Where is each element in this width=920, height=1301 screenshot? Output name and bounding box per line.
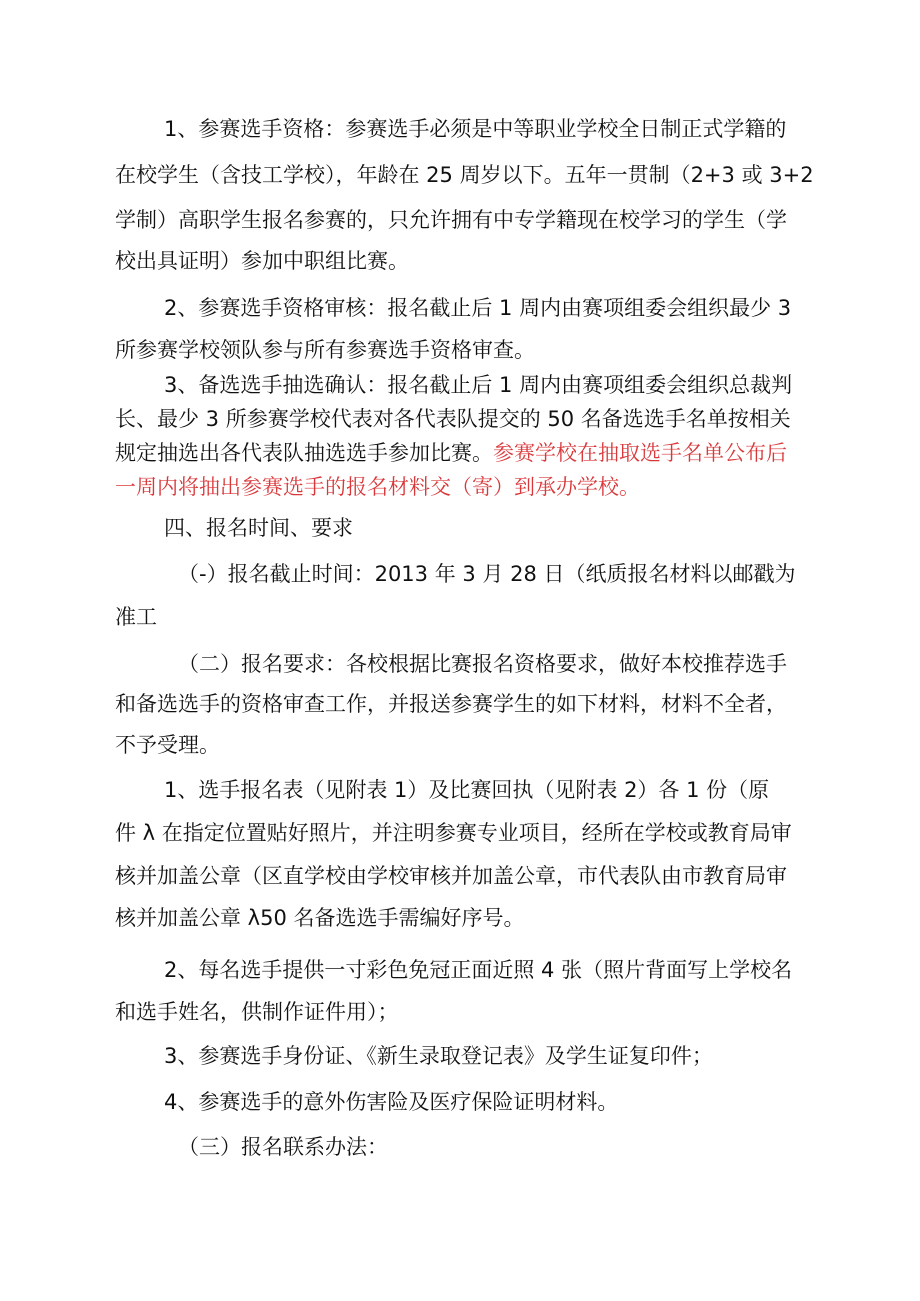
para-draw-line-3 (115, 438, 787, 468)
para-eligibility-line-2: 在校学生（含技工学校），年龄在 25 周岁以下。五年一贯制（2+3 或 3+2 (115, 163, 814, 187)
section-heading-4: 四、报名时间、要求 (164, 516, 353, 540)
para-review-line-2: 所参赛学校领队参与所有参赛选手资格审查。 (115, 338, 535, 362)
para-eligibility-line-1: 1、参赛选手资格：参赛选手必须是中等职业学校全日制正式学籍的 (164, 117, 787, 141)
contact-heading: （三）报名联系办法： (178, 1135, 388, 1159)
item-3: 3、参赛选手身份证、《新生录取登记表》及学生证复印件； (164, 1044, 713, 1068)
item-2-line-2: 和选手姓名，供制作证件用）； (115, 1000, 399, 1024)
requirements-line-1: （二）报名要求：各校根据比赛报名资格要求，做好本校推荐选手 (178, 652, 787, 676)
para-draw-line-3-text: 规定抽选出各代表队抽选选手参加比赛。 (115, 441, 493, 465)
item-4: 4、参赛选手的意外伤害险及医疗保险证明材料。 (164, 1090, 619, 1114)
para-eligibility-line-4: 校出具证明）参加中职组比赛。 (115, 249, 409, 273)
item-2-line-1: 2、每名选手提供一寸彩色免冠正面近照 4 张（照片背面写上学校名 (164, 958, 793, 982)
para-draw-line-2: 长、最少 3 所参赛学校代表对各代表队提交的 50 名备选选手名单按相关 (115, 407, 791, 431)
item-1-line-3: 核并加盖公章（区直学校由学校审核并加盖公章，市代表队由市教育局审 (115, 864, 787, 888)
item-1-line-4: 核并加盖公章 λ50 名备选选手需编好序号。 (115, 906, 525, 930)
para-review-line-1: 2、参赛选手资格审核：报名截止后 1 周内由赛项组委会组织最少 3 (164, 296, 792, 320)
highlight-red-text: 参赛学校在抽取选手名单公布后 (493, 441, 787, 465)
deadline-line-1: （-）报名截止时间：2013 年 3 月 28 日（纸质报名材料以邮戳为 (178, 562, 796, 586)
item-1-line-2: 件 λ 在指定位置贴好照片，并注明参赛专业项目，经所在学校或教育局审 (115, 821, 792, 845)
para-draw-line-4-highlight: 一周内将抽出参赛选手的报名材料交（寄）到承办学校。 (115, 475, 640, 499)
para-eligibility-line-3: 学制）高职学生报名参赛的，只允许拥有中专学籍现在校学习的学生（学 (115, 208, 787, 232)
requirements-line-2: 和备选选手的资格审查工作，并报送参赛学生的如下材料，材料不全者， (115, 692, 787, 716)
requirements-line-3: 不予受理。 (115, 733, 220, 757)
para-draw-line-1: 3、备选选手抽选确认：报名截止后 1 周内由赛项组委会组织总裁判 (164, 373, 793, 397)
item-1-line-1: 1、选手报名表（见附表 1）及比赛回执（见附表 2）各 1 份（原 (164, 778, 770, 802)
deadline-line-2: 准工 (115, 605, 157, 629)
